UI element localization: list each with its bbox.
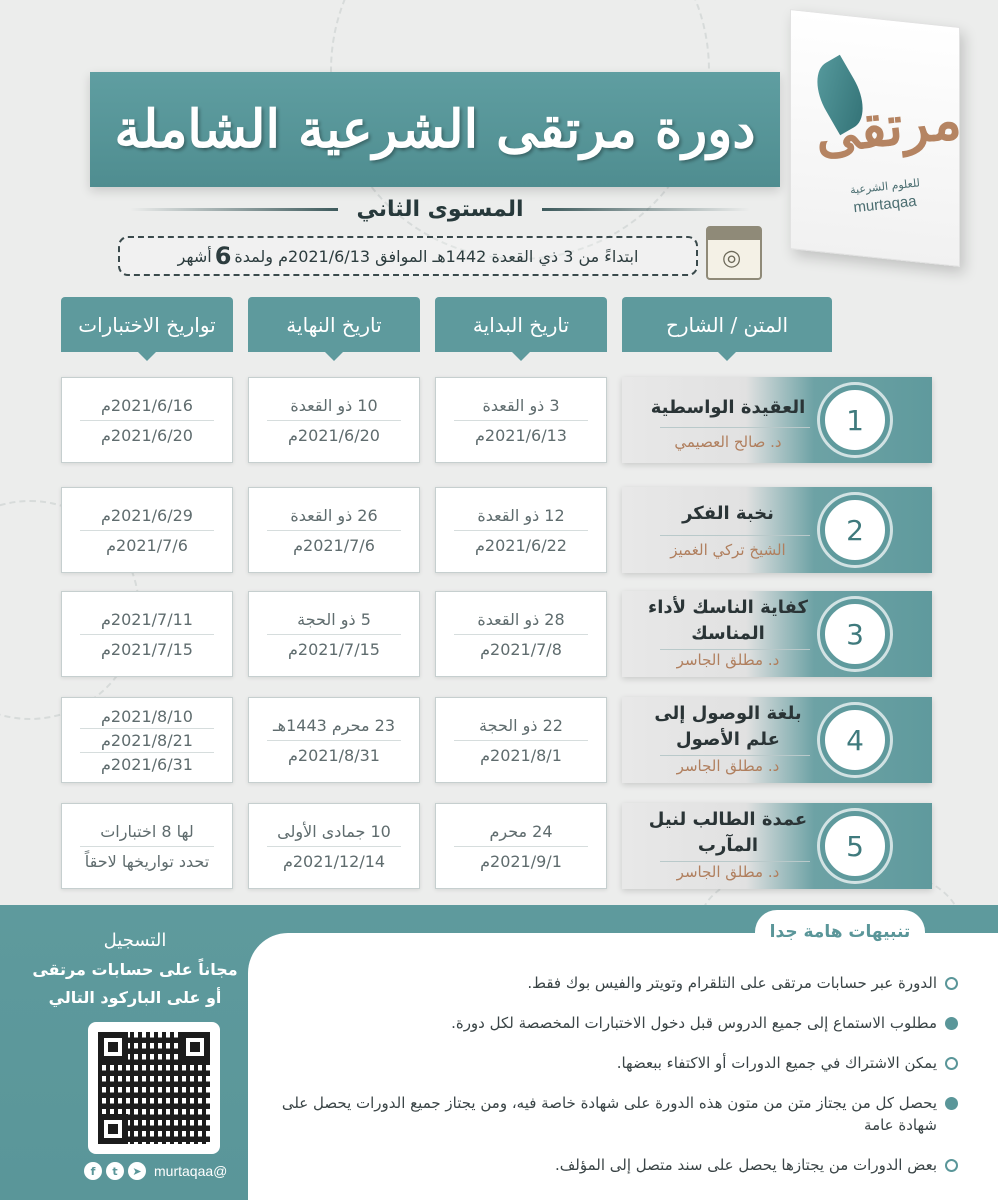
exam-note: لها 8 اختبارات [80,817,214,847]
exam-date: 2021/6/31م [101,754,193,774]
course-number: 2 [820,495,890,565]
note-item [278,1012,958,1034]
course-row [0,803,998,893]
circle-bullet-icon [945,977,958,990]
divider [660,649,810,650]
note-text: يحصل كل من يجتاز متن من متون هذه الدورة على شهادة خاصة فيه، ومن يجتاز جميع الدورات يحصل على شهادة عامة [281,1094,937,1134]
exam-dates-cell [61,377,233,463]
exam-dates-cell [61,591,233,677]
twitter-icon[interactable]: t [106,1162,124,1180]
note-text: الدورة عبر حسابات مرتقى على التلقرام وتويتر والفيس بوك فقط. [527,974,937,992]
start-gregorian: 2021/6/13م [475,425,567,445]
start-hijri: 22 ذو الحجة [454,711,588,741]
registration-line: مجاناً على حسابات مرتقى [32,960,238,979]
end-date-cell [248,697,420,783]
duration-number: 6 [214,242,232,270]
date-prefix: ابتداءً من 3 ذي القعدة 1442هـ الموافق 2021/6/13م ولمدة [234,246,639,266]
logo-wordmark: مرتقى [812,86,964,166]
column-header-end: تاريخ النهاية [248,297,420,352]
exam-date: 2021/7/11م [80,605,214,635]
qr-finder [98,1032,128,1062]
exam-note: تحدد تواريخها لاحقاً [84,851,210,871]
course-number: 3 [820,599,890,669]
exam-date: 2021/7/15م [101,639,193,659]
page-title: دورة مرتقى الشرعية الشاملة [114,99,756,160]
exam-dates-cell [61,697,233,783]
facebook-icon[interactable]: f [84,1162,102,1180]
start-date-cell [435,803,607,889]
end-gregorian: 2021/7/6م [293,535,375,555]
calendar-icon: ◎ [706,226,762,280]
notes-title: تنبيهات هامة جدا [769,922,911,942]
exam-date: 2021/6/29م [80,501,214,531]
end-gregorian: 2021/6/20م [288,425,380,445]
note-item [278,1154,958,1176]
qr-finder [98,1114,128,1144]
exam-date: 2021/7/6م [106,535,188,555]
course-title: عمدة الطالب لنيل المآرب [648,809,808,856]
start-hijri: 28 ذو القعدة [454,605,588,635]
end-hijri: 26 ذو القعدة [267,501,401,531]
divider [660,535,810,536]
filled-bullet-icon [945,1097,958,1110]
note-text: يمكن الاشتراك في جميع الدورات أو الاكتفاء ببعضها. [616,1054,937,1072]
course-number: 1 [820,385,890,455]
date-info [118,236,698,276]
course-teacher: د. مطلق الجاسر [676,651,780,669]
note-item [278,1092,958,1136]
column-header-start: تاريخ البداية [435,297,607,352]
exam-date: 2021/6/16م [80,391,214,421]
start-date-cell [435,697,607,783]
duration-unit: أشهر [177,246,212,266]
end-date-cell [248,803,420,889]
qr-pattern [98,1032,210,1144]
divider [542,208,750,211]
end-hijri: 10 ذو القعدة [267,391,401,421]
exam-date: 2021/6/20م [101,425,193,445]
social-handle[interactable]: murtaqaa@ [154,1163,228,1179]
qr-code[interactable] [88,1022,220,1154]
filled-bullet-icon [945,1017,958,1030]
end-gregorian: 2021/12/14م [282,851,386,871]
course-row [0,591,998,681]
course-title: العقيدة الواسطية [650,397,806,418]
end-hijri: 23 محرم 1443هـ [267,711,401,741]
start-hijri: 12 ذو القعدة [454,501,588,531]
course-title: كفاية الناسك لأداء المناسك [648,597,808,644]
social-links [84,1160,227,1182]
note-text: بعض الدورات من يجتازها يحصل على سند متصل إلى المؤلف. [554,1156,937,1174]
course-title: بلغة الوصول إلى علم الأصول [654,703,802,750]
logo-latin: murtaqaa [852,192,918,217]
registration-title: التسجيل [103,930,167,951]
note-item [278,1052,958,1074]
divider [130,208,338,211]
end-gregorian: 2021/8/31م [288,745,380,765]
end-hijri: 10 جمادى الأولى [267,817,401,847]
notes-title-tab [755,910,925,954]
registration-line: أو على الباركود التالي [48,988,222,1007]
start-date-cell [435,377,607,463]
start-hijri: 3 ذو القعدة [454,391,588,421]
column-header-text: المتن / الشارح [622,297,832,352]
divider [660,861,810,862]
divider [660,755,810,756]
start-hijri: 24 محرم [454,817,588,847]
course-teacher: د. صالح العصيمي [674,433,782,451]
circle-bullet-icon [945,1057,958,1070]
logo-subtitle: للعلوم الشرعية [849,176,921,197]
exam-date: 2021/8/21م [80,729,214,753]
course-teacher: د. مطلق الجاسر [676,757,780,775]
end-hijri: 5 ذو الحجة [267,605,401,635]
start-gregorian: 2021/6/22م [475,535,567,555]
level-row [130,194,750,224]
start-date-cell [435,591,607,677]
course-row [0,487,998,577]
start-gregorian: 2021/8/1م [480,745,562,765]
telegram-icon[interactable]: ➤ [128,1162,146,1180]
divider [660,427,810,428]
start-date-cell [435,487,607,573]
exam-dates-cell [61,803,233,889]
note-item [278,972,958,994]
end-date-cell [248,377,420,463]
start-gregorian: 2021/9/1م [480,851,562,871]
course-teacher: د. مطلق الجاسر [676,863,780,881]
exam-dates-cell [61,487,233,573]
start-gregorian: 2021/7/8م [480,639,562,659]
course-number: 5 [820,811,890,881]
end-date-cell [248,487,420,573]
exam-date: 2021/8/10م [80,705,214,729]
course-row [0,377,998,467]
qr-finder [180,1032,210,1062]
level-label: المستوى الثاني [356,196,524,222]
course-number: 4 [820,705,890,775]
column-header-exams: تواريخ الاختبارات [61,297,233,352]
circle-bullet-icon [945,1159,958,1172]
course-teacher: الشيخ تركي الغميز [670,541,786,559]
note-text: مطلوب الاستماع إلى جميع الدروس قبل دخول الاختبارات المخصصة لكل دورة. [451,1014,937,1032]
course-row [0,697,998,787]
end-date-cell [248,591,420,677]
end-gregorian: 2021/7/15م [288,639,380,659]
course-title: نخبة الفكر [682,503,774,524]
